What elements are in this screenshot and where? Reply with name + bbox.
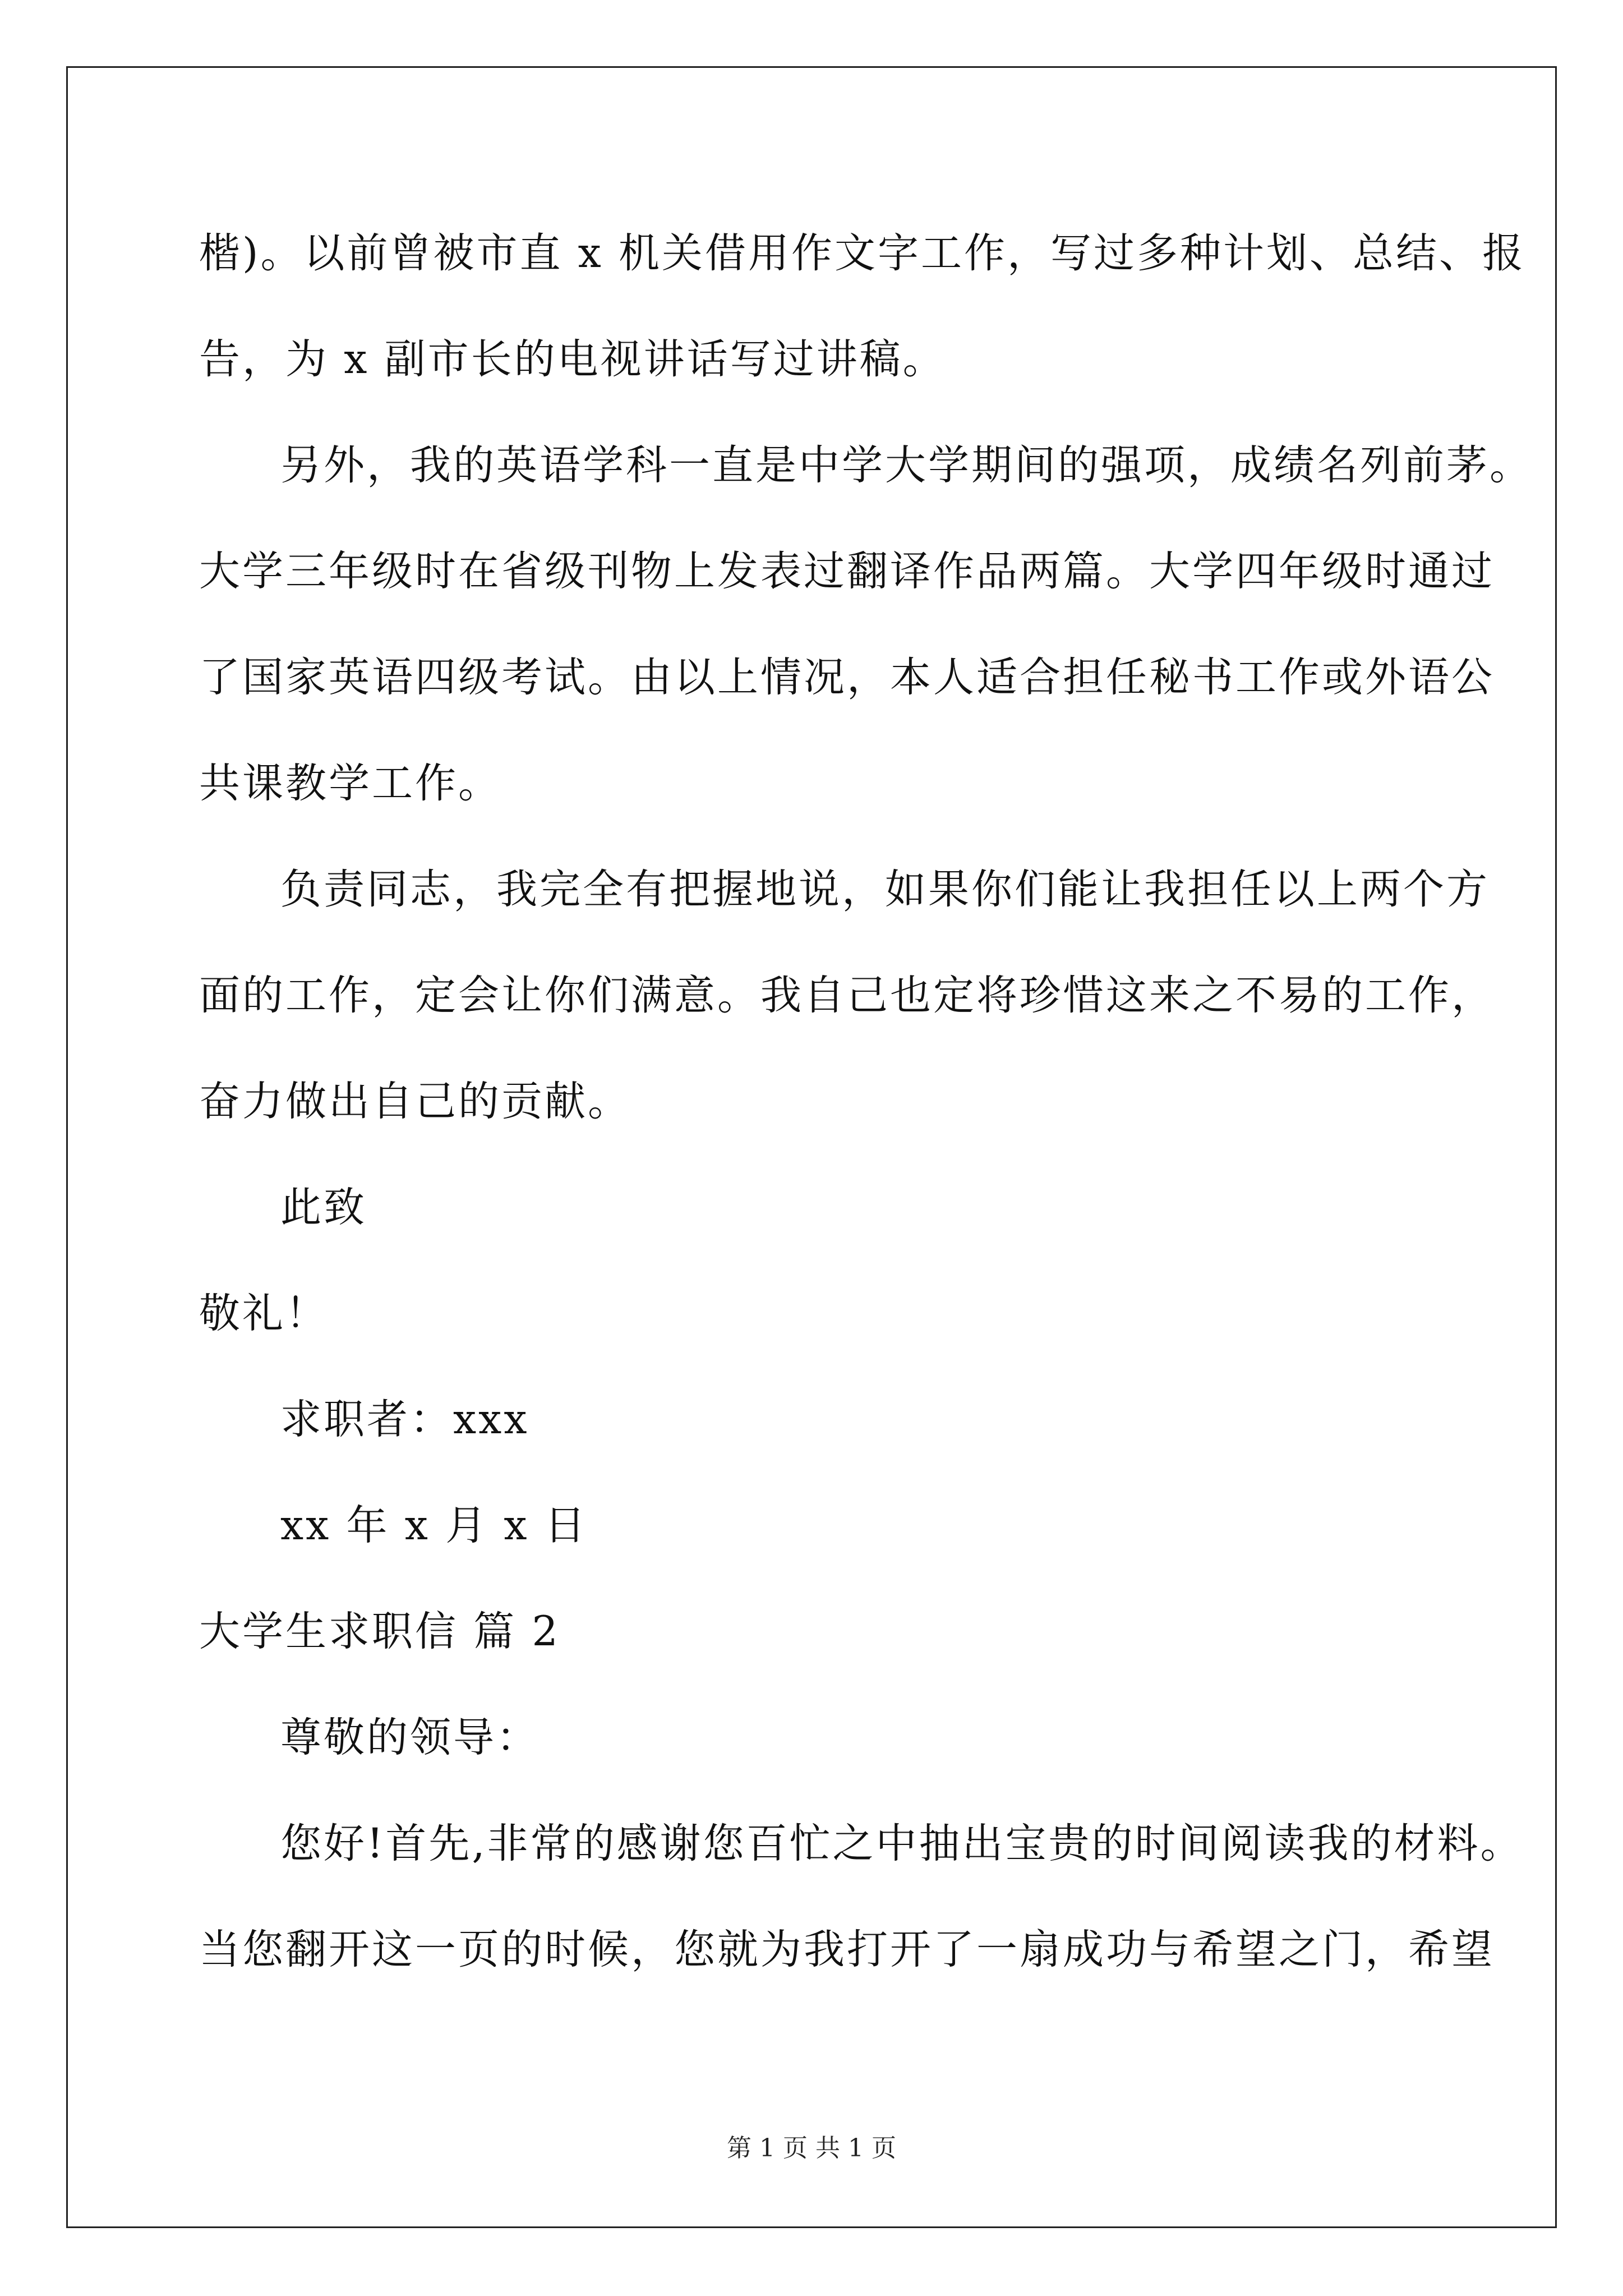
signature-line: 求职者：xxx — [280, 1396, 529, 1443]
text-line: 当您翻开这一页的时候，您就为我打开了一扇成功与希望之门，希望 — [199, 1926, 1495, 1973]
paragraph-start-line: 负责同志，我完全有把握地说，如果你们能让我担任以上两个方 — [280, 866, 1490, 913]
page-border — [66, 66, 1557, 2228]
date-line: xx 年 x 月 x 日 — [280, 1502, 588, 1549]
closing-regards: 敬礼！ — [199, 1290, 329, 1337]
section-heading: 大学生求职信 篇 2 — [199, 1608, 560, 1655]
text-line: 了国家英语四级考试。由以上情况，本人适合担任秘书工作或外语公 — [199, 654, 1495, 701]
paragraph-start-line: 您好!首先,非常的感谢您百忙之中抽出宝贵的时间阅读我的材料。 — [280, 1820, 1524, 1867]
greeting-line: 尊敬的领导： — [280, 1714, 540, 1761]
page-footer: 第 1 页 共 1 页 — [727, 2134, 896, 2162]
text-line: 共课教学工作。 — [199, 760, 501, 807]
text-line: 大学三年级时在省级刊物上发表过翻译作品两篇。大学四年级时通过 — [199, 547, 1495, 595]
text-line: 面的工作，定会让你们满意。我自己也定将珍惜这来之不易的工作， — [199, 972, 1495, 1019]
text-line: 告，为 x 副市长的电视讲话写过讲稿。 — [199, 335, 946, 383]
text-line: 楷)。以前曾被市直 x 机关借用作文字工作，写过多种计划、总结、报 — [199, 229, 1526, 277]
paragraph-start-line: 另外，我的英语学科一直是中学大学期间的强项，成绩名列前茅。 — [280, 441, 1533, 489]
closing-salutation: 此致 — [280, 1184, 367, 1231]
text-line: 奋力做出自己的贡献。 — [199, 1078, 631, 1125]
